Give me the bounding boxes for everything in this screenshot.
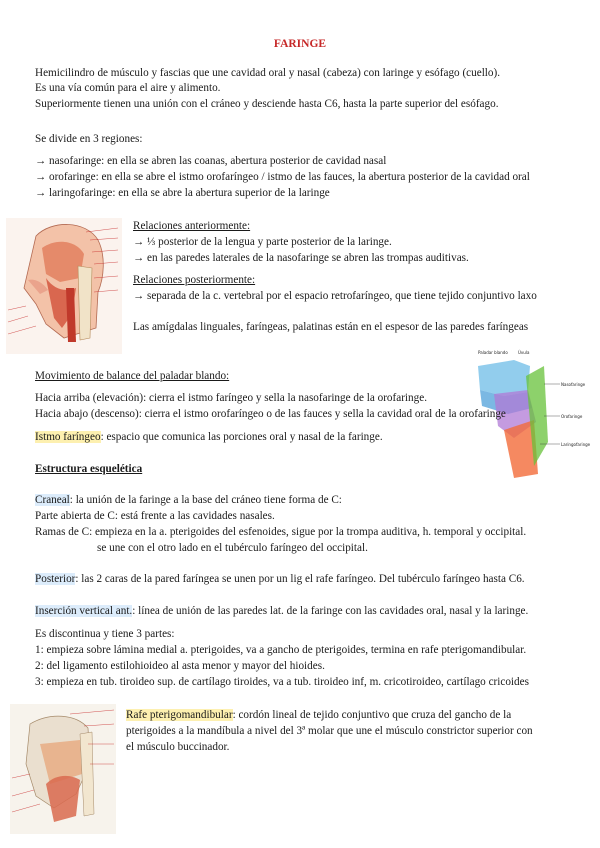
discontinuous-item: 2: del ligamento estilohioideo al asta menor y mayor del hioides.	[35, 660, 325, 672]
posterior-def: : las 2 caras de la pared faríngea se unen por un lig el rafe faríngeo. Del tubérculo faríngeo hasta C6.	[75, 573, 525, 585]
relations-anterior-item: → en las paredes laterales de la nasofaringe se abren las trompas auditivas.	[133, 252, 469, 264]
raphe-term: Rafe pterigomandibular	[126, 709, 233, 721]
isthmus-term: Istmo faríngeo	[35, 431, 101, 443]
soft-palate-line: Hacia abajo (descenso): cierra el istmo orofaríngeo o de las fauces y sella la cavidad oral de la orofaringe	[35, 408, 506, 420]
discontinuous-item: 1: empieza sobre lámina medial a. pterigoides, va a gancho de pterigoides, termina en rafe pterigomandibular.	[35, 644, 527, 656]
raphe-line: el músculo buccinador.	[126, 741, 230, 753]
cranial-line: Ramas de C: empieza en la a. pterigoides del esfenoides, sigue por la trompa auditiva, h. temporal y occipital.	[35, 526, 527, 538]
posterior-term: Posterior	[35, 573, 76, 585]
vertical-insertion-definition	[35, 604, 528, 618]
relations-anterior-item: → ⅓ posterior de la lengua y parte posterior de la laringe.	[133, 236, 392, 248]
skeletal-heading: Estructura esquelética	[35, 463, 143, 475]
page-title: FARINGE	[273, 38, 327, 50]
raphe-definition	[126, 708, 511, 722]
intro-line-2: Es una vía común para el aire y alimento.	[35, 82, 221, 94]
cranial-term: Craneal	[35, 494, 70, 506]
pterygomandibular-illustration	[10, 704, 116, 834]
soft-palate-line: Hacia arriba (elevación): cierra el istmo faríngeo y sella la nasofaringe de la orofaringe.	[35, 392, 427, 404]
intro-line-1: Hemicilindro de músculo y fascias que une cavidad oral y nasal (cabeza) con laringe y esófago (cuello).	[35, 67, 501, 79]
vertical-insertion-term: Inserción vertical ant.	[35, 605, 133, 617]
isthmus-definition	[35, 430, 383, 444]
cranial-definition	[35, 493, 342, 507]
region-item: → laringofaringe: en ella se abre la abertura superior de la laringe	[35, 187, 330, 199]
raphe-line: pterigoides a la mandíbula a nivel del 3ª molar que une el músculo constrictor superior con	[126, 725, 533, 737]
relations-posterior-heading: Relaciones posteriormente:	[133, 274, 256, 286]
soft-palate-heading: Movimiento de balance del paladar blando:	[35, 370, 230, 382]
cranial-def: : la unión de la faringe a la base del cráneo tiene forma de C:	[69, 494, 342, 506]
region-item: → orofaringe: en ella se abre el istmo orofaríngeo / istmo de las fauces, la abertura posterior de la cavidad oral	[35, 171, 530, 183]
palate-fig-label: Úvula	[518, 350, 530, 355]
palate-fig-label: Paladar blando	[478, 350, 508, 355]
relations-posterior-item: → separada de la c. vertebral por el espacio retrofaríngeo, que tiene tejido conjuntivo laxo	[133, 290, 537, 302]
raphe-def: : cordón lineal de tejido conjuntivo que cruza del gancho de la	[232, 709, 512, 721]
palate-fig-label: Nasofaringe	[561, 382, 586, 387]
cranial-line: se une con el otro lado en el tubérculo faríngeo del occipital.	[97, 542, 368, 554]
discontinuous-item: 3: empieza en tub. tiroideo sup. de cartílago tiroides, va a tub. tiroideo inf, m. cricotiroideo, cartílago cricoides	[35, 676, 529, 688]
vertical-insertion-def: : línea de unión de las paredes lat. de la faringe con las cavidades oral, nasal y la laringe.	[132, 605, 529, 617]
intro-line-3: Superiormente tienen una unión con el cráneo y desciende hasta C6, hasta la parte superior del esófago.	[35, 98, 499, 110]
discontinuous-heading: Es discontinua y tiene 3 partes:	[35, 628, 175, 640]
palate-fig-label: Orofaringe	[561, 414, 583, 419]
posterior-definition	[35, 572, 525, 586]
regions-heading: Se divide en 3 regiones:	[35, 133, 143, 145]
palate-fig-label: Laringofaringe	[561, 442, 591, 447]
tonsils-note: Las amígdalas linguales, faríngeas, palatinas están en el espesor de las paredes faríngeas	[133, 321, 529, 333]
sagittal-head-illustration	[6, 218, 122, 354]
region-item: → nasofaringe: en ella se abren las coanas, abertura posterior de cavidad nasal	[35, 155, 387, 167]
isthmus-def: : espacio que comunica las porciones oral y nasal de la faringe.	[100, 431, 383, 443]
relations-anterior-heading: Relaciones anteriormente:	[133, 220, 251, 232]
cranial-line: Parte abierta de C: está frente a las cavidades nasales.	[35, 510, 275, 522]
